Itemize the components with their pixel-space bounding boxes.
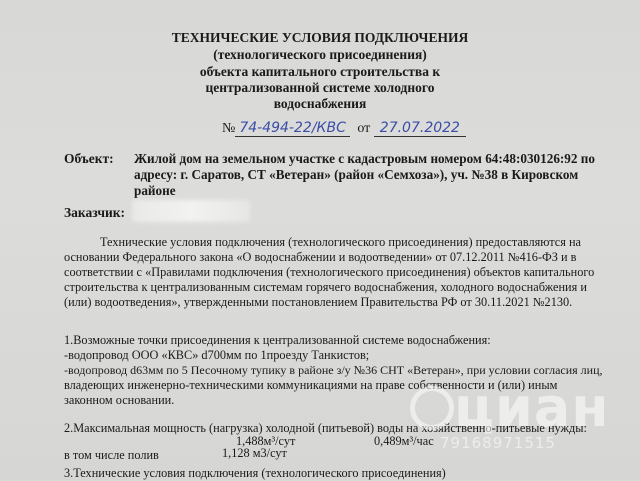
intro-line-4: строительства к централизованным системам горячего водоснабжения, холодного водоснабжения и xyxy=(64,280,587,294)
number-mid: от xyxy=(357,121,371,136)
section2-incl-value: 1,128 м3/сут xyxy=(222,446,287,460)
watermark-phone: 79168971515 xyxy=(440,434,556,452)
doc-title: ТЕХНИЧЕСКИЕ УСЛОВИЯ ПОДКЛЮЧЕНИЯ xyxy=(171,30,469,45)
intro-line-2: основании Федерального закона «О водоснабжении и водоотведении» от 07.12.2011 №416-ФЗ и в xyxy=(64,250,577,264)
redacted-customer xyxy=(132,200,250,222)
section1-line-5: законном основании. xyxy=(64,393,175,407)
section2-daily: 1,488м³/сут xyxy=(236,434,296,448)
doc-subtitle-1: (технологического присоединения) xyxy=(213,47,427,62)
object-line-1: Жилой дом на земельном участке с кадастровым номером 64:48:030126:92 по xyxy=(134,151,595,166)
doc-subtitle-4: водоснабжения xyxy=(273,96,367,111)
intro-line-1: Технические условия подключения (технологического присоединения) предоставляются на xyxy=(100,235,582,249)
section1-line-1: 1.Возможные точки присоединения к централизованной системе водоснабжения: xyxy=(64,333,491,347)
doc-subtitle-3: централизованной системе холодного xyxy=(205,80,435,95)
document-date: 27.07.2022 xyxy=(374,120,466,137)
section1-line-2: -водопровод ООО «КВС» d700мм по 1проезду Танкистов; xyxy=(64,348,370,362)
section3-line-1: 3.Технические условия подключения (технологического присоединения) xyxy=(64,466,446,480)
object-line-2: адресу: г. Саратов, СТ «Ветеран» (район «Семхоза»), уч. №38 в Кировском xyxy=(134,167,579,182)
number-line xyxy=(222,120,466,137)
watermark xyxy=(410,376,640,456)
section2-incl-label: в том числе полив xyxy=(64,448,159,462)
customer-label: Заказчик: xyxy=(64,205,126,220)
section1-line-3: -водопровод d63мм по 5 Песочному тупику в районе з/у №36 СНТ «Ветеран», при условии согласия лиц, xyxy=(64,363,603,377)
doc-subtitle-2: объекта капитального строительства к xyxy=(199,64,441,79)
object-label: Объект: xyxy=(64,151,114,166)
object-line-3: районе xyxy=(134,183,176,198)
number-prefix: № xyxy=(222,121,236,136)
watermark-logo: циан xyxy=(454,376,610,439)
intro-line-3: соответствии с «Правилами подключения (технологического присоединения) объектов капитального xyxy=(64,265,595,279)
section2-hourly: 0,489м³/час xyxy=(374,434,434,448)
section1-line-4: владеющих инженерно-техническими коммуникациями на праве собственности и (или) иным xyxy=(64,378,558,392)
section2-line-1: 2.Максимальная мощность (нагрузка) холодной (питьевой) воды на хозяйственно-питьевые нужды: xyxy=(64,421,587,435)
watermark-logo-icon xyxy=(410,386,454,430)
document-number: 74-494-22/КВС xyxy=(235,120,350,137)
intro-line-5: (или) водоотведения», утвержденными постановлением Правительства РФ от 30.11.2021 №2130. xyxy=(64,295,573,309)
